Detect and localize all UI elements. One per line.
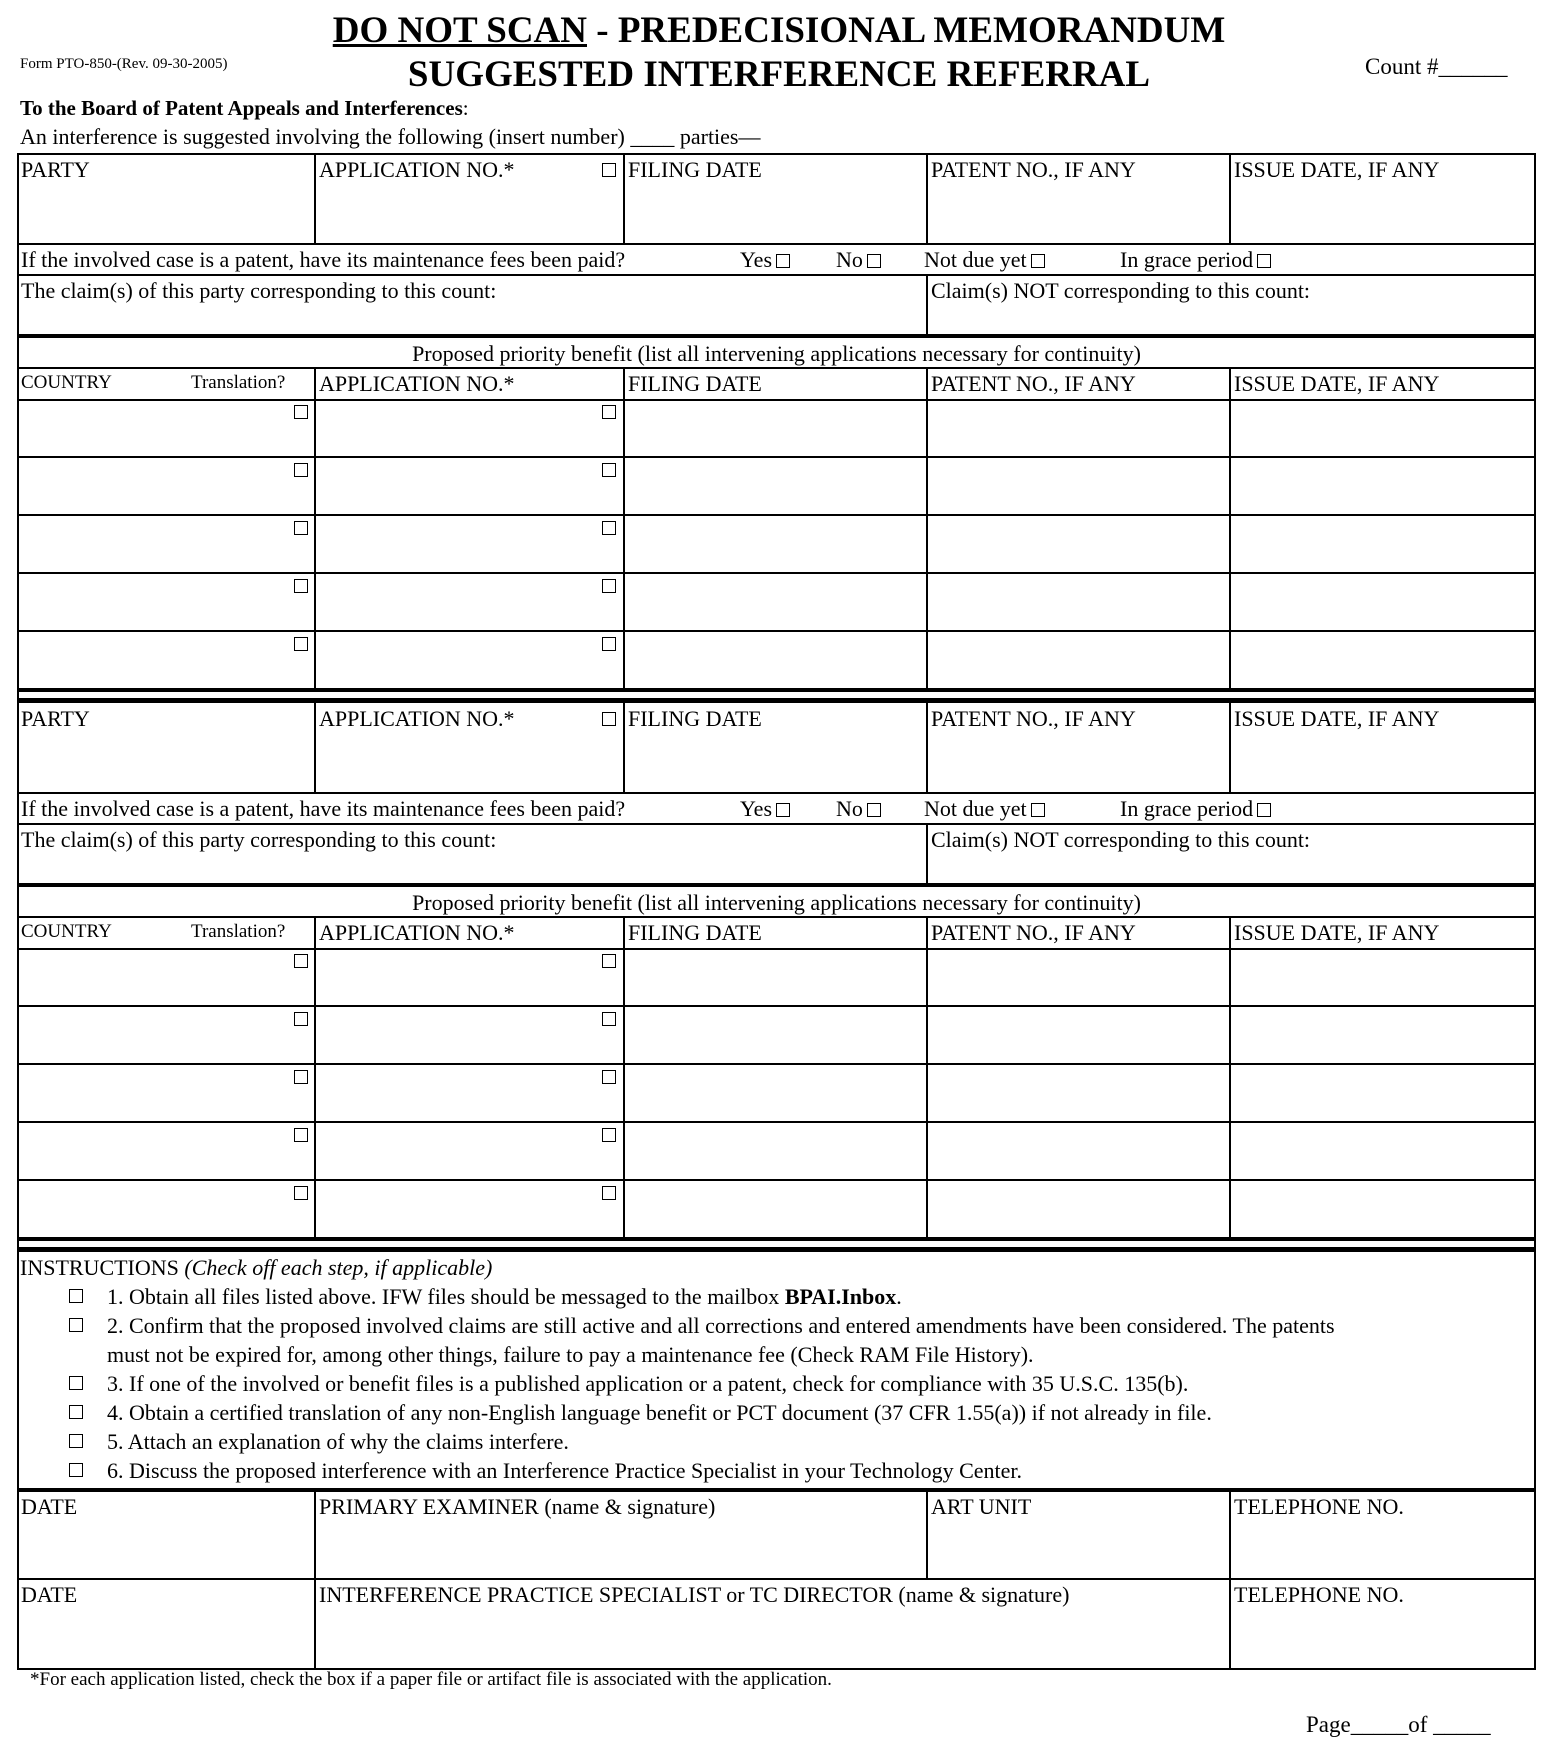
translation-checkbox[interactable]	[294, 1012, 308, 1026]
divider	[17, 948, 1536, 950]
step-5-checkbox[interactable]	[69, 1434, 83, 1448]
benefit-title: Proposed priority benefit (list all intervening applications necessary for continuity)	[412, 341, 1141, 366]
maintenance-yes[interactable]: Yes	[740, 798, 790, 820]
date-label: DATE	[21, 1494, 78, 1519]
title-memorandum: - PREDECISIONAL MEMORANDUM	[587, 10, 1226, 51]
divider	[17, 916, 1536, 918]
col-filing-date: FILING DATE	[628, 706, 762, 731]
grace-checkbox[interactable]	[1257, 803, 1271, 817]
translation-checkbox[interactable]	[294, 521, 308, 535]
maintenance-grace[interactable]: In grace period	[1120, 798, 1271, 820]
title-do-not-scan: DO NOT SCAN	[332, 10, 587, 51]
divider	[17, 274, 1536, 276]
paper-file-checkbox[interactable]	[602, 1186, 616, 1200]
col-patent-no: PATENT NO., IF ANY	[931, 157, 1136, 182]
not-due-checkbox[interactable]	[1031, 254, 1045, 268]
maintenance-no[interactable]: No	[836, 798, 881, 820]
col-application-no: APPLICATION NO.*	[319, 706, 515, 731]
telephone-label: TELEPHONE NO.	[1234, 1494, 1404, 1519]
paper-file-checkbox[interactable]	[602, 405, 616, 419]
instruction-step-4: 4. Obtain a certified translation of any non-English language benefit or PCT document (37 CFR 1.55(a)) if not already in file.	[107, 1400, 1212, 1425]
instructions-title: INSTRUCTIONS (Check off each step, if applicable)	[20, 1255, 493, 1280]
paper-file-checkbox[interactable]	[602, 463, 616, 477]
step-1-checkbox[interactable]	[69, 1289, 83, 1303]
translation-checkbox[interactable]	[294, 579, 308, 593]
yes-checkbox[interactable]	[776, 254, 790, 268]
no-checkbox[interactable]	[867, 803, 881, 817]
yes-checkbox[interactable]	[776, 803, 790, 817]
col-patent-no: PATENT NO., IF ANY	[931, 706, 1136, 731]
col-issue-date: ISSUE DATE, IF ANY	[1234, 706, 1440, 731]
divider-thick	[17, 334, 1536, 338]
step-3-checkbox[interactable]	[69, 1376, 83, 1390]
translation-checkbox[interactable]	[294, 1070, 308, 1084]
footnote: *For each application listed, check the box if a paper file or artifact file is associated with the application.	[30, 1669, 832, 1690]
instruction-step-1: 1. Obtain all files listed above. IFW files should be messaged to the mailbox BPAI.Inbox.	[107, 1284, 902, 1309]
paper-file-checkbox[interactable]	[602, 712, 616, 726]
claims-not-corresponding: Claim(s) NOT corresponding to this count:	[931, 278, 1311, 303]
instruction-step-5: 5. Attach an explanation of why the claims interfere.	[107, 1429, 569, 1454]
divider-thick	[17, 1488, 1536, 1492]
paper-file-checkbox[interactable]	[602, 1012, 616, 1026]
page-title	[0, 12, 1558, 49]
col-issue-date: ISSUE DATE, IF ANY	[1234, 920, 1440, 945]
divider	[17, 1063, 1536, 1065]
maintenance-not-due[interactable]: Not due yet	[924, 249, 1045, 271]
specialist-label: INTERFERENCE PRACTICE SPECIALIST or TC DIRECTOR (name & signature)	[319, 1582, 1070, 1607]
translation-checkbox[interactable]	[294, 405, 308, 419]
col-application-no: APPLICATION NO.*	[319, 157, 515, 182]
divider	[17, 823, 1536, 825]
addressee: To the Board of Patent Appeals and Interferences:	[20, 96, 469, 120]
page-number-field[interactable]: Page_____of _____	[1306, 1712, 1491, 1737]
divider-thick	[17, 688, 1536, 692]
paper-file-checkbox[interactable]	[602, 637, 616, 651]
translation-checkbox[interactable]	[294, 1186, 308, 1200]
paper-file-checkbox[interactable]	[602, 579, 616, 593]
instruction-step-2: 2. Confirm that the proposed involved claims are still active and all corrections and entered amendments have been considered. The patents	[107, 1313, 1335, 1338]
col-patent-no: PATENT NO., IF ANY	[931, 371, 1136, 396]
col-application-no: APPLICATION NO.*	[319, 920, 515, 945]
divider	[17, 792, 1536, 794]
maintenance-grace[interactable]: In grace period	[1120, 249, 1271, 271]
col-issue-date: ISSUE DATE, IF ANY	[1234, 157, 1440, 182]
divider	[17, 1578, 1536, 1580]
benefit-title: Proposed priority benefit (list all intervening applications necessary for continuity)	[412, 890, 1141, 915]
divider-thick	[17, 1237, 1536, 1241]
translation-checkbox[interactable]	[294, 954, 308, 968]
grace-checkbox[interactable]	[1257, 254, 1271, 268]
telephone-label: TELEPHONE NO.	[1234, 1582, 1404, 1607]
translation-checkbox[interactable]	[294, 463, 308, 477]
col-filing-date: FILING DATE	[628, 157, 762, 182]
divider	[17, 367, 1536, 369]
maintenance-no[interactable]: No	[836, 249, 881, 271]
page-subtitle: SUGGESTED INTERFERENCE REFERRAL	[407, 54, 1151, 95]
maintenance-not-due[interactable]: Not due yet	[924, 798, 1045, 820]
divider	[17, 630, 1536, 632]
paper-file-checkbox[interactable]	[602, 954, 616, 968]
divider	[17, 399, 1536, 401]
divider	[17, 1121, 1536, 1123]
col-translation: Translation?	[191, 372, 286, 393]
instruction-step-3: 3. If one of the involved or benefit files is a published application or a patent, check for compliance with 35 U.S.C. 135(b).	[107, 1371, 1189, 1396]
divider	[17, 456, 1536, 458]
not-due-checkbox[interactable]	[1031, 803, 1045, 817]
claims-corresponding: The claim(s) of this party corresponding to this count:	[21, 278, 497, 303]
paper-file-checkbox[interactable]	[602, 163, 616, 177]
translation-checkbox[interactable]	[294, 637, 308, 651]
maintenance-question: If the involved case is a patent, have its maintenance fees been paid?	[21, 247, 626, 272]
date-label: DATE	[21, 1582, 78, 1607]
translation-checkbox[interactable]	[294, 1128, 308, 1142]
count-field[interactable]: Count #______	[1365, 54, 1508, 79]
col-filing-date: FILING DATE	[628, 920, 762, 945]
divider	[17, 243, 1536, 245]
divider	[17, 572, 1536, 574]
intro-text: An interference is suggested involving the following (insert number) ____ parties—	[20, 124, 761, 149]
divider-thick	[17, 883, 1536, 887]
divider-thick	[17, 1247, 1536, 1252]
claims-corresponding: The claim(s) of this party corresponding to this count:	[21, 827, 497, 852]
col-party: PARTY	[21, 157, 90, 182]
divider	[17, 1005, 1536, 1007]
divider	[17, 153, 1536, 155]
col-translation: Translation?	[191, 921, 286, 942]
step-4-checkbox[interactable]	[69, 1405, 83, 1419]
primary-examiner-label: PRIMARY EXAMINER (name & signature)	[319, 1494, 716, 1519]
maintenance-yes[interactable]: Yes	[740, 249, 790, 271]
art-unit-label: ART UNIT	[931, 1494, 1032, 1519]
paper-file-checkbox[interactable]	[602, 521, 616, 535]
form-number: Form PTO-850-(Rev. 09-30-2005)	[20, 56, 228, 72]
no-checkbox[interactable]	[867, 254, 881, 268]
col-application-no: APPLICATION NO.*	[319, 371, 515, 396]
col-filing-date: FILING DATE	[628, 371, 762, 396]
col-patent-no: PATENT NO., IF ANY	[931, 920, 1136, 945]
maintenance-question: If the involved case is a patent, have its maintenance fees been paid?	[21, 796, 626, 821]
addressee-name: To the Board of Patent Appeals and Interferences	[20, 96, 463, 120]
divider	[17, 1179, 1536, 1181]
col-country: COUNTRY	[21, 372, 112, 393]
instruction-step-2-cont: must not be expired for, among other things, failure to pay a maintenance fee (Check RAM File History).	[107, 1342, 1034, 1367]
col-country: COUNTRY	[21, 921, 112, 942]
step-2-checkbox[interactable]	[69, 1318, 83, 1332]
paper-file-checkbox[interactable]	[602, 1070, 616, 1084]
col-issue-date: ISSUE DATE, IF ANY	[1234, 371, 1440, 396]
instruction-step-6: 6. Discuss the proposed interference with an Interference Practice Specialist in your Technology Center.	[107, 1458, 1023, 1483]
claims-not-corresponding: Claim(s) NOT corresponding to this count:	[931, 827, 1311, 852]
divider-thick	[17, 698, 1536, 703]
col-party: PARTY	[21, 706, 90, 731]
paper-file-checkbox[interactable]	[602, 1128, 616, 1142]
divider	[17, 514, 1536, 516]
step-6-checkbox[interactable]	[69, 1463, 83, 1477]
